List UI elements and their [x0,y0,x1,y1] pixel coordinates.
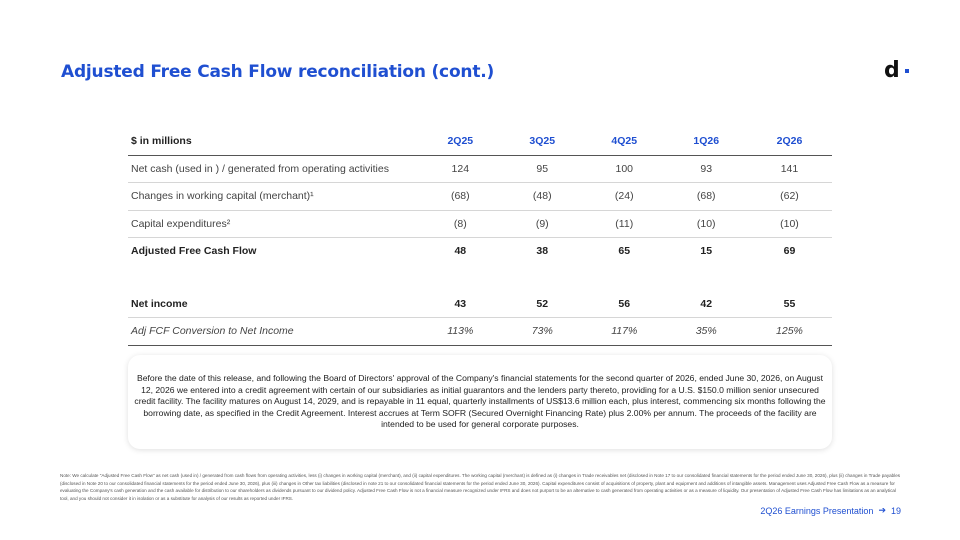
table-cell: (68) [419,183,502,211]
table-cell: 117% [583,318,666,346]
table-cell: 113% [419,318,502,346]
table-cell: (9) [502,210,583,238]
table-cell: (11) [583,210,666,238]
note-text: Before the date of this release, and following the Board of Directors' approval of the Company's financial statements for the second quarter of 2026, ended June 30, 2026, on August 12, 2026 we entered into a credit agreement with certain of our subsidiaries as initial guarantors and the lenders party thereto, providing for a U.S. $150.0 million senior unsecured credit facility. The facility matures on August 14, 2029, and is repayable in 11 equal, quarterly installments of US$13.6 million each, plus interest, commencing six months following the borrowing date, as specified in the Credit Agreement. Interest accrues at Term SOFR (Secured Overnight Financing Rate) plus 2.00% per annum. The proceeds of the facility are intended to be used for general corporate purposes. [134,373,826,430]
header-label: $ in millions [128,128,419,155]
table-cell: 141 [747,155,832,183]
footer [760,505,901,516]
column-header: 4Q25 [583,128,666,155]
table-cell: 124 [419,155,502,183]
column-header: 2Q26 [747,128,832,155]
table-cell: 125% [747,318,832,346]
column-header: 2Q25 [419,128,502,155]
company-logo [884,58,900,83]
page-title: Adjusted Free Cash Flow reconciliation (cont.) [61,62,495,82]
table-cell: (8) [419,210,502,238]
table-cell: 95 [502,155,583,183]
spacer-row [128,265,832,291]
footnote: Note: We calculate "Adjusted Free Cash Flow" as net cash (used in) / generated from cash flows from operating activities, less (i) changes in working capital (merchant), and (ii) capital expenditures. The working capital (merchant) is defined as (i) changes in Trade receivables net (disclosed in Note 17 to our consolidated financial statements for the period ended June 30, 2026), plus (ii) changes in Trade payables (disclosed in Note 20 to our consolidated financial statements for the period ended June 30, 2026), plus (iii) changes in Other tax liabilities (disclosed in note 21 to our consolidated financial statements for the period ended June 30, 2026). Capital expenditures consist of acquisitions of property, plant and equipment and additions of intangible assets. Management uses Adjusted Free Cash Flow as a measure for evaluating the Company's cash generation and the cash available for distribution to our shareholders as dividends pursuant to our dividend policy. Adjusted Free Cash Flow is not a financial measure recognized under IFRS and does not purport to be an alternative to cash generated from operating activities or as a measure of liquidity. Our presentation of Adjusted Free Cash Flow has limitations as an analytical tool, and you should not consider it in isolation or as a substitute for analysis of our results as reported under IFRS. [60,473,901,501]
table-cell: (68) [666,183,747,211]
table-cell: (10) [666,210,747,238]
table-cell: 73% [502,318,583,346]
table-cell: (62) [747,183,832,211]
column-header: 3Q25 [502,128,583,155]
table-cell: 93 [666,155,747,183]
row-label: Adj FCF Conversion to Net Income [128,318,419,346]
logo-letter: d [884,58,900,83]
row-label: Changes in working capital (merchant)¹ [128,183,419,211]
reconciliation-table [128,128,832,346]
table-cell: 65 [618,245,631,258]
table-row [128,318,832,346]
table-cell: 15 [700,245,713,258]
column-header: 1Q26 [666,128,747,155]
arrow-right-icon: ➔ [878,505,886,515]
logo-dot-icon [905,69,909,73]
row-label: Adjusted Free Cash Flow [131,245,257,258]
row-label: Net cash (used in ) / generated from operating activities [128,155,419,183]
table-cell: 52 [502,291,583,318]
table-header-row [128,128,832,155]
table-cell: (24) [583,183,666,211]
row-label: Net income [128,291,419,318]
page-number: 19 [890,505,901,516]
table-cell: 56 [583,291,666,318]
table-cell: (48) [502,183,583,211]
table-cell: 38 [536,245,549,258]
table-cell: 100 [583,155,666,183]
table-cell: 55 [747,291,832,318]
table-cell: 48 [454,245,467,258]
credit-facility-note-box [128,355,832,449]
table-cell: 42 [666,291,747,318]
table-row [128,183,832,211]
total-row [128,238,832,265]
table-cell: 69 [783,245,796,258]
table-cell: 43 [419,291,502,318]
table-row [128,210,832,238]
table-cell: (10) [747,210,832,238]
footer-label: 2Q26 Earnings Presentation [760,505,874,516]
row-label: Capital expenditures² [128,210,419,238]
table-row [128,155,832,183]
table-row [128,291,832,318]
table-cell: 35% [666,318,747,346]
